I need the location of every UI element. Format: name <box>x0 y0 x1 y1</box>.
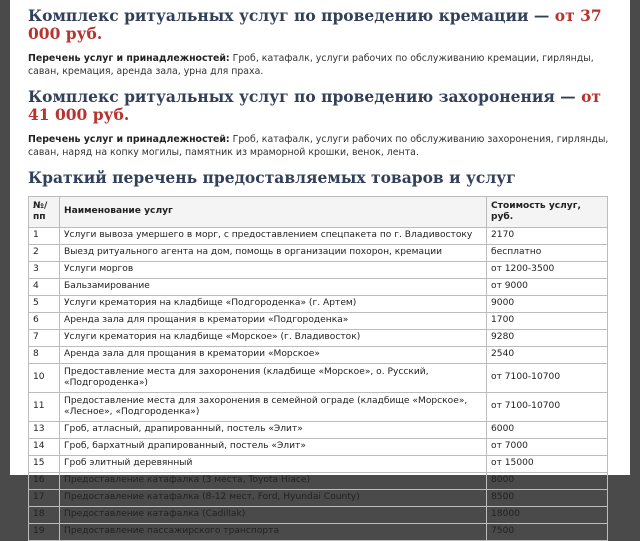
table-row <box>29 524 608 541</box>
cremation-title: Комплекс ритуальных услуг по проведению кремации — <box>28 6 550 25</box>
burial-heading <box>28 88 620 124</box>
cremation-price: от 37 000 руб. <box>28 6 602 43</box>
row-number: 17 <box>29 490 60 507</box>
row-service: Услуги крематория на кладбище «Морское» (г. Владивосток) <box>60 330 487 347</box>
burial-description <box>28 133 620 159</box>
table-row <box>29 393 608 422</box>
table-header-row <box>29 197 608 228</box>
row-price: 2540 <box>487 347 608 364</box>
table-row <box>29 228 608 245</box>
row-number: 5 <box>29 296 60 313</box>
burial-list-text: Гроб, катафалк, услуги рабочих по обслуживанию захоронения, гирлянды, саван, наряд на копку могилы, памятник из мраморной крошки, венок, лента. <box>28 134 609 158</box>
row-number: 16 <box>29 473 60 490</box>
header-service: Наименование услуг <box>60 197 487 228</box>
table-row <box>29 296 608 313</box>
table-row <box>29 473 608 490</box>
table-row <box>29 262 608 279</box>
row-service: Гроб, бархатный драпированный, постель «Элит» <box>60 439 487 456</box>
table-row <box>29 245 608 262</box>
row-price: от 7100-10700 <box>487 364 608 393</box>
row-price: от 7000 <box>487 439 608 456</box>
row-number: 10 <box>29 364 60 393</box>
row-service: Предоставление места для захоронения в семейной ограде (кладбище «Морское», «Лесное», «Подгороденка») <box>60 393 487 422</box>
row-price: 7500 <box>487 524 608 541</box>
table-row <box>29 490 608 507</box>
row-number: 3 <box>29 262 60 279</box>
cremation-list-label: Перечень услуг и принадлежностей: <box>28 53 230 64</box>
row-price: 2170 <box>487 228 608 245</box>
row-number: 11 <box>29 393 60 422</box>
cremation-heading <box>28 7 620 43</box>
row-service: Аренда зала для прощания в крематории «Подгороденка» <box>60 313 487 330</box>
services-table <box>28 196 608 541</box>
table-row <box>29 507 608 524</box>
row-number: 8 <box>29 347 60 364</box>
table-row <box>29 347 608 364</box>
table-row <box>29 422 608 439</box>
table-row <box>29 313 608 330</box>
content <box>10 0 630 541</box>
row-price: 8000 <box>487 473 608 490</box>
row-number: 1 <box>29 228 60 245</box>
header-number: №/пп <box>29 197 60 228</box>
row-price: 9280 <box>487 330 608 347</box>
row-service: Предоставление катафалка (Cadillak) <box>60 507 487 524</box>
row-number: 4 <box>29 279 60 296</box>
row-service: Аренда зала для прощания в крематории «Морское» <box>60 347 487 364</box>
table-row <box>29 279 608 296</box>
row-service: Предоставление места для захоронения (кладбище «Морское», о. Русский, «Подгороденка») <box>60 364 487 393</box>
cremation-list-text: Гроб, катафалк, услуги рабочих по обслуживанию кремации, гирлянды, саван, кремация, аренда зала, урна для праха. <box>28 53 594 77</box>
row-number: 7 <box>29 330 60 347</box>
row-price: от 1200-3500 <box>487 262 608 279</box>
row-price: 9000 <box>487 296 608 313</box>
row-service: Услуги крематория на кладбище «Подгороденка» (г. Артем) <box>60 296 487 313</box>
burial-price: от 41 000 руб. <box>28 87 602 124</box>
row-service: Бальзамирование <box>60 279 487 296</box>
row-number: 15 <box>29 456 60 473</box>
burial-list-label: Перечень услуг и принадлежностей: <box>28 134 230 145</box>
row-service: Гроб элитный деревянный <box>60 456 487 473</box>
row-number: 19 <box>29 524 60 541</box>
row-service: Предоставление катафалка (3 места, Toyota Hiace) <box>60 473 487 490</box>
row-price: 6000 <box>487 422 608 439</box>
row-service: Предоставление катафалка (8-12 мест, Ford, Hyundai County) <box>60 490 487 507</box>
row-number: 13 <box>29 422 60 439</box>
services-heading: Краткий перечень предоставляемых товаров и услуг <box>28 168 516 187</box>
table-row <box>29 364 608 393</box>
header-price: Стоимость услуг, руб. <box>487 197 608 228</box>
row-number: 2 <box>29 245 60 262</box>
burial-title: Комплекс ритуальных услуг по проведению захоронения — <box>28 87 576 106</box>
table-body <box>29 228 608 541</box>
table-row <box>29 456 608 473</box>
page <box>10 0 630 537</box>
row-price: 18000 <box>487 507 608 524</box>
row-service: Услуги моргов <box>60 262 487 279</box>
table-row <box>29 439 608 456</box>
row-number: 14 <box>29 439 60 456</box>
row-service: Выезд ритуального агента на дом, помощь в организации похорон, кремации <box>60 245 487 262</box>
row-service: Услуги вывоза умершего в морг, с предоставлением спецпакета по г. Владивостоку <box>60 228 487 245</box>
row-number: 18 <box>29 507 60 524</box>
row-price: 8500 <box>487 490 608 507</box>
row-price: от 7100-10700 <box>487 393 608 422</box>
row-number: 6 <box>29 313 60 330</box>
row-price: 1700 <box>487 313 608 330</box>
row-price: от 15000 <box>487 456 608 473</box>
row-service: Гроб, атласный, драпированный, постель «Элит» <box>60 422 487 439</box>
row-price: бесплатно <box>487 245 608 262</box>
row-service: Предоставление пассажирского транспорта <box>60 524 487 541</box>
cremation-description <box>28 52 620 78</box>
row-price: от 9000 <box>487 279 608 296</box>
table-row <box>29 330 608 347</box>
